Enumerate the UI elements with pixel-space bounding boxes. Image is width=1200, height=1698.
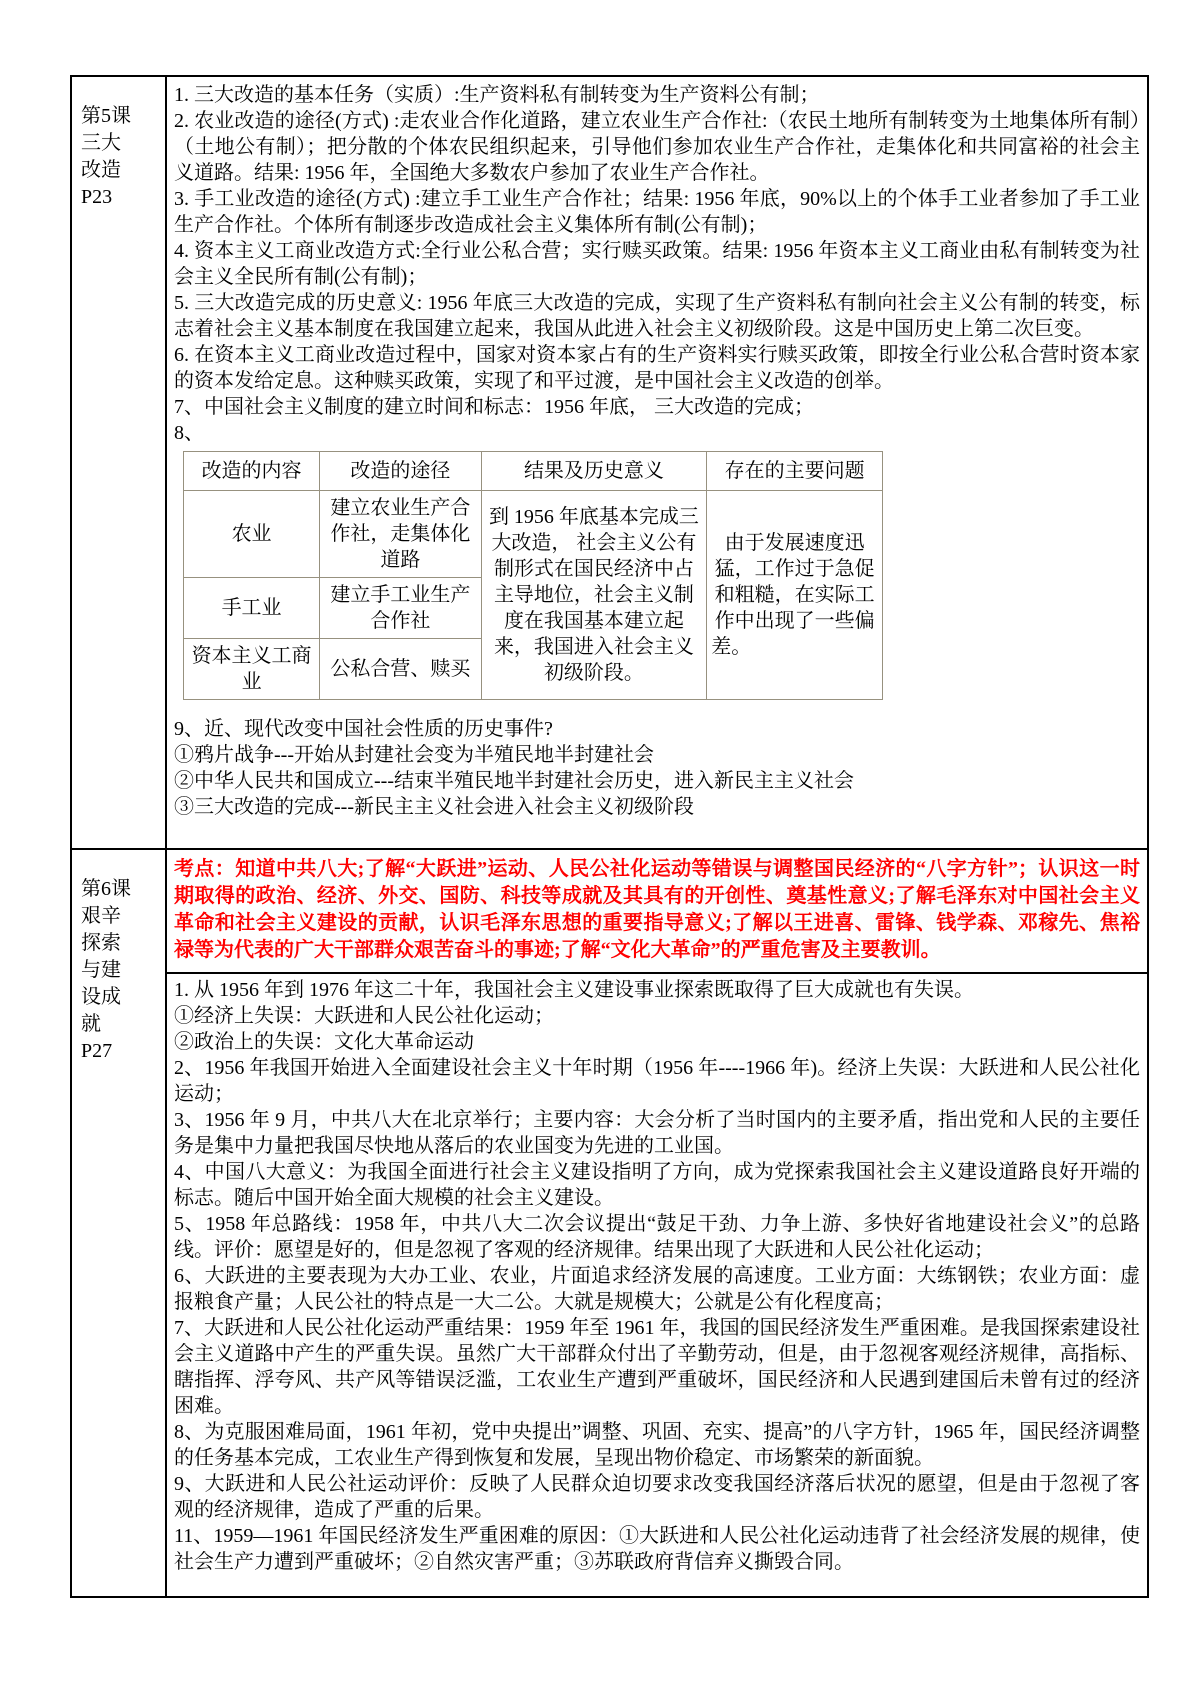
lesson6-title-line: 与建	[81, 959, 121, 981]
note-paragraph: ③三大改造的完成---新民主主义社会进入社会主义初级阶段	[174, 796, 694, 818]
lesson5-title-cell	[71, 76, 166, 849]
note-paragraph: 3、1956 年 9 月，中共八大在北京举行；主要内容：大会分析了当时国内的主要矛盾，指出党和人民的主要任务是集中力量把我国尽快地从落后的农业国变为先进的工业国。	[174, 1109, 1140, 1157]
lesson6-content-cell	[166, 849, 1148, 1597]
lesson6-title-line: 艰辛	[81, 905, 121, 927]
column-header: 存在的主要问题	[707, 452, 883, 491]
lesson6-title-cell	[71, 849, 166, 1597]
note-paragraph: ①鸦片战争---开始从封建社会变为半殖民地半封建社会	[174, 744, 654, 766]
column-header: 结果及历史意义	[481, 452, 707, 491]
column-header: 改造的途径	[320, 452, 482, 491]
note-paragraph: 8、为克服困难局面，1961 年初，党中央提出”调整、巩固、充实、提高”的八字方针，1965 年，国民经济调整的任务基本完成，工农业生产得到恢复和发展，呈现出物价稳定、市场繁荣的新面貌。	[174, 1421, 1140, 1469]
content-cell-handicraft: 手工业	[184, 578, 320, 639]
note-paragraph: 9、近、现代改变中国社会性质的历史事件?	[174, 718, 553, 740]
note-paragraph: 5. 三大改造完成的历史意义: 1956 年底三大改造的完成，实现了生产资料私有制向社会主义公有制的转变，标志着社会主义基本制度在我国建立起来，我国从此进入社会主义初级阶段。这是中国历史上第二次巨变。	[174, 292, 1140, 340]
lesson6-row	[71, 849, 1148, 1597]
lesson5-page-ref: P23	[81, 186, 113, 208]
transformation-summary-table	[183, 451, 883, 700]
exam-points-highlight: 考点：知道中共八大;了解“大跃进”运动、人民公社化运动等错误与调整国民经济的“八字方针”；认识这一时期取得的政治、经济、外交、国防、科技等成就及其具有的开创性、奠基性意义;了解毛泽东对中国社会主义革命和社会主义建设的贡献，认识毛泽东思想的重要指导意义;了解以王进喜、雷锋、钱学森、邓稼先、焦裕禄等为代表的广大干部群众艰苦奋斗的事迹;了解“文化大革命”的严重危害及主要教训。	[167, 850, 1147, 974]
problems-merged-cell: 由于发展速度迅猛，工作过于急促和粗糙，在实际工作中出现了一些偏差。	[707, 491, 883, 700]
content-cell-capitalist-industry: 资本主义工商业	[184, 639, 320, 700]
lesson5-title-line: 第5课	[81, 105, 131, 127]
note-paragraph: 7、大跃进和人民公社化运动严重结果：1959 年至 1961 年，我国的国民经济发生严重困难。是我国探索建设社会主义道路中产生的严重失误。虽然广大干部群众付出了辛勤劳动，但是，由于忽视客观经济规律，高指标、瞎指挥、浮夸风、共产风等错误泛滥，工农业生产遭到严重破坏，国民经济和人民遇到建国后未曾有过的经济困难。	[174, 1317, 1140, 1417]
note-paragraph: 6、大跃进的主要表现为大办工业、农业，片面追求经济发展的高速度。工业方面：大练钢铁；农业方面：虚报粮食产量；人民公社的特点是一大二公。大就是规模大；公就是公有化程度高；	[174, 1265, 1140, 1313]
content-cell-agriculture: 农业	[184, 491, 320, 578]
table-row	[184, 491, 883, 578]
note-paragraph: ②政治上的失误：文化大革命运动	[174, 1031, 474, 1053]
table-header-row	[184, 452, 883, 491]
lesson6-title-line: 就	[81, 1013, 101, 1035]
note-paragraph: 7、中国社会主义制度的建立时间和标志：1956 年底， 三大改造的完成；	[174, 396, 814, 418]
note-paragraph: 2、1956 年我国开始进入全面建设社会主义十年时期（1956 年----1966 年)。经济上失误：大跃进和人民公社化运动；	[174, 1057, 1140, 1105]
path-cell-handicraft: 建立手工业生产合作社	[320, 578, 482, 639]
column-header: 改造的内容	[184, 452, 320, 491]
lesson6-page-ref: P27	[81, 1040, 113, 1062]
note-paragraph: 5、1958 年总路线：1958 年，中共八大二次会议提出“鼓足干劲、力争上游、多快好省地建设社会义”的总路线。评价：愿望是好的，但是忽视了客观的经济规律。结果出现了大跃进和人民公社化运动；	[174, 1213, 1140, 1261]
result-merged-cell: 到 1956 年底基本完成三大改造， 社会主义公有制形式在国民经济中占主导地位，社会主义制度在我国基本建立起来，我国进入社会主义初级阶段。	[481, 491, 707, 700]
note-paragraph: ①经济上失误：大跃进和人民公社化运动；	[174, 1005, 554, 1027]
note-paragraph: 1. 从 1956 年到 1976 年这二十年，我国社会主义建设事业探索既取得了巨大成就也有失误。	[174, 979, 974, 1001]
lesson5-content-cell	[166, 76, 1148, 849]
lesson5-title-line: 三大	[81, 132, 121, 154]
lesson6-title-line: 探索	[81, 932, 121, 954]
note-paragraph: 3. 手工业改造的途径(方式) :建立手工业生产合作社；结果: 1956 年底，90%以上的个体手工业者参加了手工业生产合作社。个体所有制逐步改造成社会主义集体所有制(公有制)；	[174, 188, 1140, 236]
note-paragraph: 9、大跃进和人民公社运动评价：反映了人民群众迫切要求改变我国经济落后状况的愿望，但是由于忽视了客观的经济规律，造成了严重的后果。	[174, 1473, 1140, 1521]
note-paragraph: ②中华人民共和国成立---结束半殖民地半封建社会历史，进入新民主主义社会	[174, 770, 854, 792]
history-notes-table	[70, 75, 1149, 1598]
note-paragraph: 11、1959—1961 年国民经济发生严重困难的原因：①大跃进和人民公社化运动违背了社会经济发展的规律，使社会生产力遭到严重破坏；②自然灾害严重；③苏联政府背信弃义撕毁合同。	[174, 1525, 1140, 1573]
path-cell-agriculture: 建立农业生产合作社，走集体化道路	[320, 491, 482, 578]
lesson5-row	[71, 76, 1148, 849]
note-paragraph: 1. 三大改造的基本任务（实质）:生产资料私有制转变为生产资料公有制；	[174, 84, 820, 106]
note-paragraph: 6. 在资本主义工商业改造过程中，国家对资本家占有的生产资料实行赎买政策，即按全行业公私合营时资本家的资本发给定息。这种赎买政策，实现了和平过渡，是中国社会主义改造的创举。	[174, 344, 1140, 392]
note-paragraph: 4. 资本主义工商业改造方式:全行业公私合营；实行赎买政策。结果: 1956 年资本主义工商业由私有制转变为社会主义全民所有制(公有制)；	[174, 240, 1140, 288]
path-cell-capitalist-industry: 公私合营、赎买	[320, 639, 482, 700]
lesson6-title-line: 设成	[81, 986, 121, 1008]
note-paragraph: 2. 农业改造的途径(方式) :走农业合作化道路，建立农业生产合作社:（农民土地所有制转变为土地集体所有制）（土地公有制）；把分散的个体农民组织起来，引导他们参加农业生产合作社，走集体化和共同富裕的社会主义道路。结果: 1956 年，全国绝大多数农户参加了农业生产合作社。	[174, 110, 1140, 184]
note-paragraph: 8、	[174, 422, 204, 444]
lesson5-title-line: 改造	[81, 159, 121, 181]
note-paragraph: 4、中国八大意义：为我国全面进行社会主义建设指明了方向，成为党探索我国社会主义建设道路良好开端的标志。随后中国开始全面大规模的社会主义建设。	[174, 1161, 1140, 1209]
lesson6-title-line: 第6课	[81, 878, 131, 900]
